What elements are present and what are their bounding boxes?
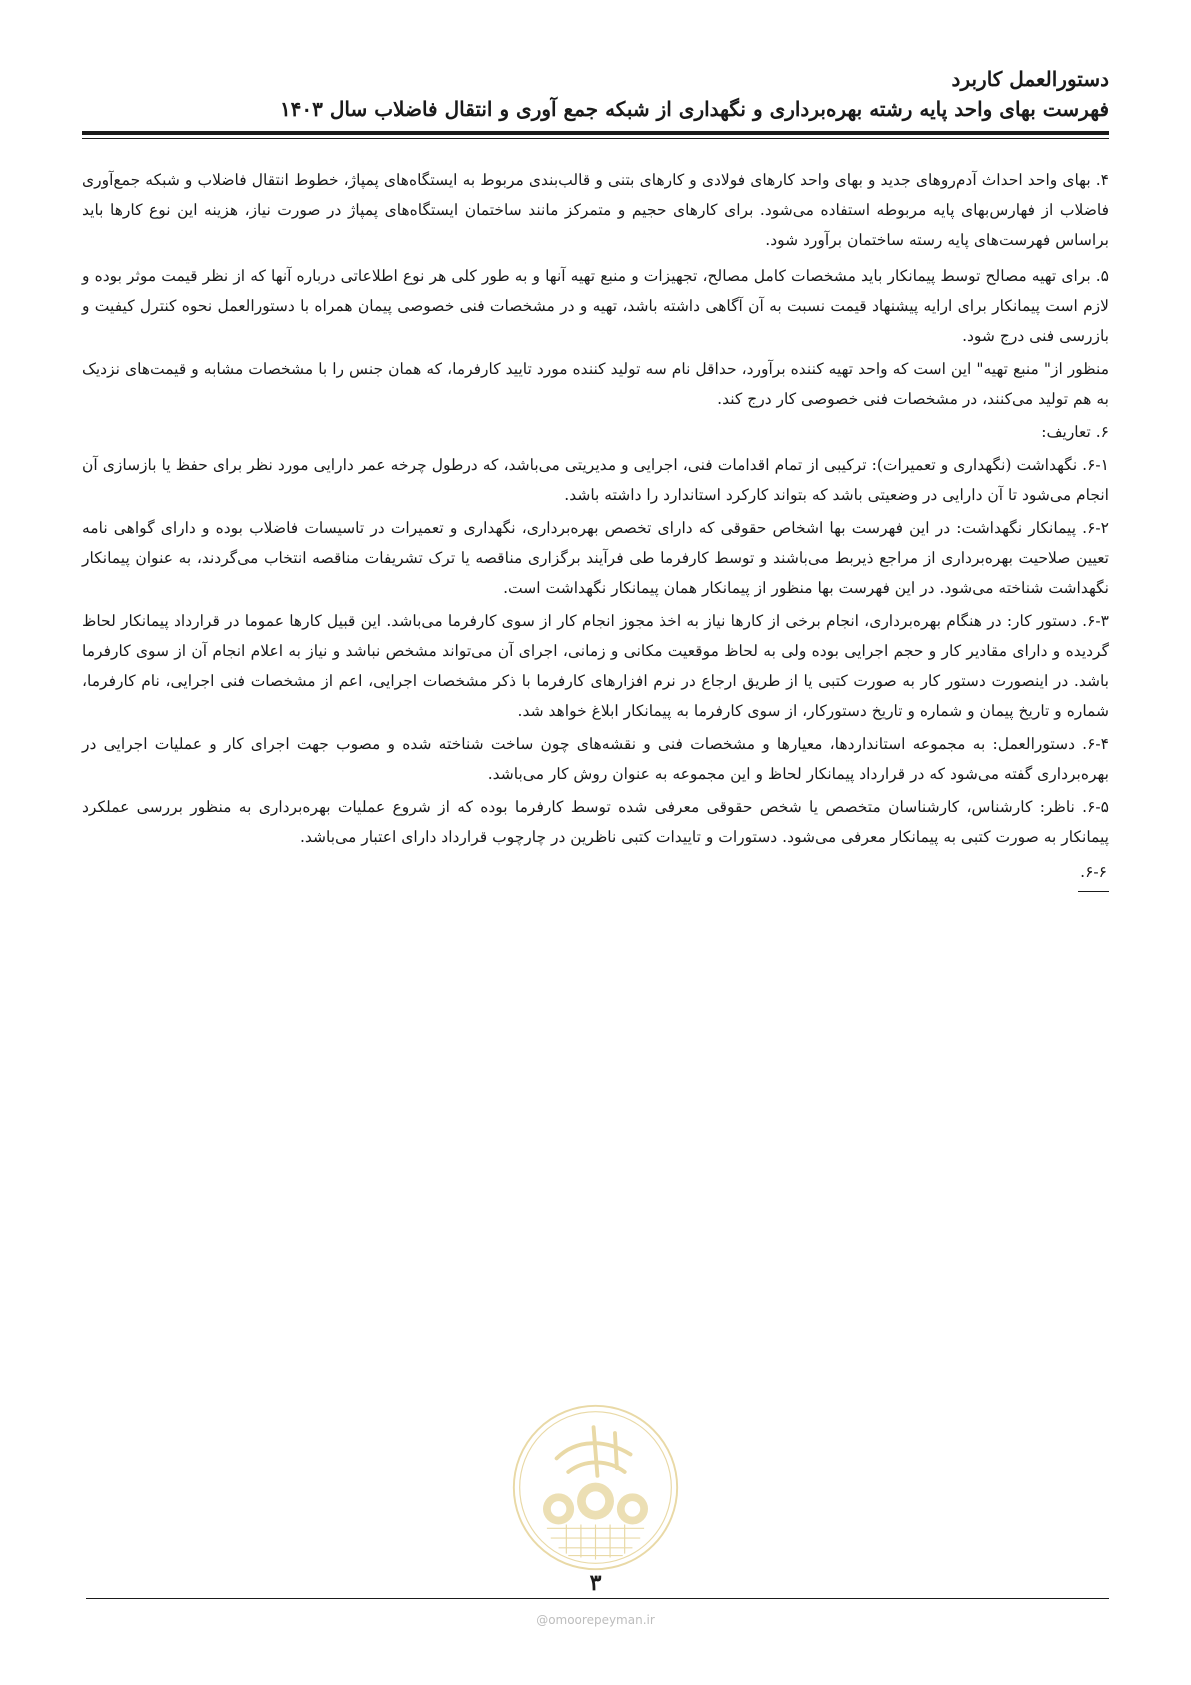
omoore-peyman-logo xyxy=(508,1400,683,1575)
page-header xyxy=(82,64,1109,124)
paragraph-item-6-5: ۶-۵. ناظر: کارشناس، کارشناسان متخصص یا شخص حقوقی معرفی شده توسط کارفرما بوده که از شروع عملیات بهره‌برداری به منظور بررسی عملکرد پیمانکار به صورت کتبی به پیمانکار معرفی می‌شود. دستورات و تاییدات کتبی ناظرین در چارچوب قرارداد دارای اعتبار می‌باشد. xyxy=(82,798,1109,846)
item-6-6-number: ۶-۶. xyxy=(1078,857,1109,892)
paragraph-item-6-3: ۶-۳. دستور کار: در هنگام بهره‌برداری، انجام برخی از کارها نیاز به اخذ مجوز انجام کار از سوی کارفرما می‌باشد. این قبیل کارها عموما در قرارداد پیمانکار لحاظ گردیده و دارای مقادیر کار و حجم اجرایی بوده ولی به لحاظ موقعیت مکانی و زمانی، اجرای آن می‌تواند مشخص نباشد و نیاز به اعلام انجام آن از سوی کارفرما باشد. در اینصورت دستور کار به صورت کتبی یا از طریق ارجاع در نرم افزارهای کارفرما با ذکر مشخصات اجرایی، اعم از مشخصات فنی اجرایی، نام کارفرما، شماره و تاریخ پیمان و شماره و تاریخ دستورکار، از سوی کارفرما به پیمانکار ابلاغ خواهد شد. xyxy=(82,612,1109,720)
paragraph-item-6-2: ۶-۲. پیمانکار نگهداشت: در این فهرست بها اشخاص حقوقی که دارای تخصص بهره‌برداری، نگهداری و تعمیرات در تاسیسات فاضلاب بوده و دارای گواهی نامه تعیین صلاحیت بهره‌برداری از مراجع ذیربط می‌باشند و توسط کارفرما طی فرآیند برگزاری مناقصه یا ترک تشریفات مناقصه انتخاب می‌گردند، به عنوان پیمانکار نگهداشت شناخته می‌شود. در این فهرست بها منظور از پیمانکار همان پیمانکار نگهداشت است. xyxy=(82,519,1109,597)
paragraph-item-6-6 xyxy=(82,855,1109,892)
header-rule-thick xyxy=(82,131,1109,135)
footer-url: @omoorepeyman.ir xyxy=(536,1613,655,1627)
paragraph-item-4: ۴. بهای واحد احداث آدم‌روهای جدید و بهای واحد کارهای فولادی و کارهای بتنی و قالب‌بندی مربوط به ایستگاه‌های پمپاژ، خطوط انتقال فاضلاب و شبکه جمع‌آوری فاضلاب از فهارس‌بهای پایه مربوطه استفاده می‌شود. برای کارهای حجیم و متمرکز مانند ساختمان ایستگاه‌های پمپاژ در صورت نیاز، هزینه این نوع کارها باید براساس فهرست‌های پایه رسته ساختمان برآورد شود. xyxy=(82,171,1109,249)
body-text xyxy=(82,165,1109,895)
paragraph-source-definition: منظور از" منبع تهیه" این است که واحد تهیه کننده برآورد، حداقل نام سه تولید کننده مورد تایید کارفرما، که همان جنس را با مشخصات مشابه و قیمت‌های نزدیک به هم تولید می‌کنند، در مشخصات فنی خصوصی کار درج کند. xyxy=(82,360,1109,408)
document-subtitle: فهرست بهای واحد پایه رشته بهره‌برداری و نگهداری از شبکه جمع آوری و انتقال فاضلاب سال ۱۴۰۳ xyxy=(279,97,1109,121)
paragraph-item-5: ۵. برای تهیه مصالح توسط پیمانکار باید مشخصات کامل مصالح، تجهیزات و منبع تهیه آنها و به طور کلی هر نوع اطلاعاتی درباره آنها که از نظر قیمت موثر بوده و لازم است پیمانکار برای ارایه پیشنهاد قیمت نسبت به آن آگاهی داشته باشد، تهیه و در مشخصات فنی خصوصی پیمان همراه با دستورالعمل نحوه کنترل کیفیت و بازرسی فنی درج شود. xyxy=(82,267,1109,345)
paragraph-item-6-1: ۶-۱. نگهداشت (نگهداری و تعمیرات): ترکیبی از تمام اقدامات فنی، اجرایی و مدیریتی می‌باشد، که درطول چرخه عمر دارایی مورد نظر برای حفظ یا بازسازی آن انجام می‌شود تا آن دارایی در وضعیتی باشد که بتواند کارکرد استاندارد را داشته باشد. xyxy=(82,456,1109,504)
paragraph-item-6-4: ۶-۴. دستورالعمل: به مجموعه استانداردها، معیارها و مشخصات فنی و نقشه‌های چون ساخت شناخته شده و مصوب جهت اجرای کار و عملیات اجرایی در بهره‌برداری گفته می‌شود که در قرارداد پیمانکار لحاظ و این مجموعه به عنوان روش کار می‌باشد. xyxy=(82,735,1109,783)
header-rule-thin xyxy=(82,138,1109,139)
footer-rule xyxy=(86,1598,1109,1599)
document-title: دستورالعمل کاربرد xyxy=(951,67,1109,91)
paragraph-definitions-heading: ۶. تعاریف: xyxy=(1041,423,1109,441)
watermark-logo-container xyxy=(0,1400,1191,1579)
page-number: ۳ xyxy=(589,1570,602,1596)
